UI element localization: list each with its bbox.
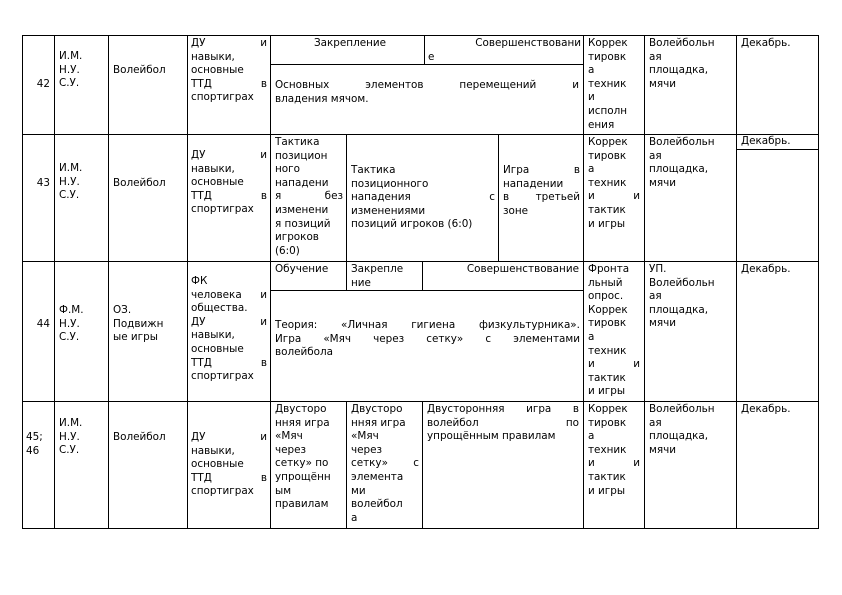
stage-improvement: Совершенствовани е (428, 37, 581, 63)
lesson-date: Декабрь. (741, 37, 791, 49)
lesson-content-col2: Двусторо нняя игра «Мяч через сетку» с элемента ми волейбол а (351, 403, 419, 524)
equipment-place: Волейбольн ая площадка, мячи (649, 403, 715, 456)
sport-name: Волейбол (113, 177, 166, 189)
row-number: 44 (36, 318, 50, 331)
goal-text: ДУ и навыки, основные ТТД в спортиграх (191, 431, 267, 498)
stage-consolidation: Закрепле ние (351, 263, 404, 289)
goal-text: ДУ и навыки, основные ТТД в спортиграх (191, 149, 267, 216)
lesson-date: Декабрь. (741, 135, 791, 147)
row-number: 43 (36, 176, 50, 189)
lesson-content-col1: Двусторо нняя игра «Мяч через сетку» по упрощённ ым правилам (275, 403, 331, 511)
lesson-content: Теория: «Личная гигиена физкультурника». Игра «Мяч через сетку» с элементами волейбола (275, 319, 580, 359)
lesson-date: Декабрь. (741, 263, 791, 275)
teacher-initials: И.М. Н.У. С.У. (59, 50, 83, 90)
teacher-initials: И.М. Н.У. С.У. (59, 162, 83, 202)
equipment-place: Волейбольн ая площадка, мячи (649, 136, 715, 189)
lesson-content-col2: Тактика позиционного нападения с изменениями позиций игроков (6:0) (351, 164, 495, 231)
teacher-initials: И.М. Н.У. С.У. (59, 417, 83, 457)
goal-text: ДУ и навыки, основные ТТД в спортиграх (191, 37, 267, 104)
stage-consolidation: Закрепление (314, 37, 387, 49)
equipment-place: Волейбольн ая площадка, мячи (649, 37, 715, 90)
stage-learning: Обучение (275, 263, 329, 275)
sport-name: ОЗ. Подвижн ые игры (113, 304, 164, 344)
stage-improvement: Совершенствование (466, 263, 579, 275)
goal-text: ФК человека и общества. ДУ и навыки, основные ТТД в спортиграх (191, 275, 267, 383)
equipment-place: УП. Волейбольн ая площадка, мячи (649, 263, 715, 330)
sport-name: Волейбол (113, 64, 166, 76)
lesson-date: Декабрь. (741, 403, 791, 415)
lesson-content-col1: Тактика позицион ного нападени я без изменени я позиций игроков (6:0) (275, 136, 343, 257)
teacher-initials: Ф.М. Н.У. С.У. (59, 304, 84, 344)
control-form: Фронта льный опрос. Коррек тировк а техник и и тактик и игры (588, 263, 640, 398)
lesson-content-col3: Игра в нападении в третьей зоне (503, 164, 580, 217)
row-number: 45; 46 (26, 431, 43, 457)
control-form: Коррек тировк а техник и и тактик и игры (588, 136, 640, 230)
sport-name: Волейбол (113, 431, 166, 443)
control-form: Коррек тировк а техник и исполн ения (588, 37, 628, 131)
lesson-content: Основных элементов перемещений и владения мячом. (275, 79, 579, 105)
lesson-content-col3: Двусторонняя игра в волейбол по упрощённым правилам (427, 403, 579, 443)
control-form: Коррек тировк а техник и и тактик и игры (588, 403, 640, 497)
row-number: 42 (36, 77, 50, 90)
